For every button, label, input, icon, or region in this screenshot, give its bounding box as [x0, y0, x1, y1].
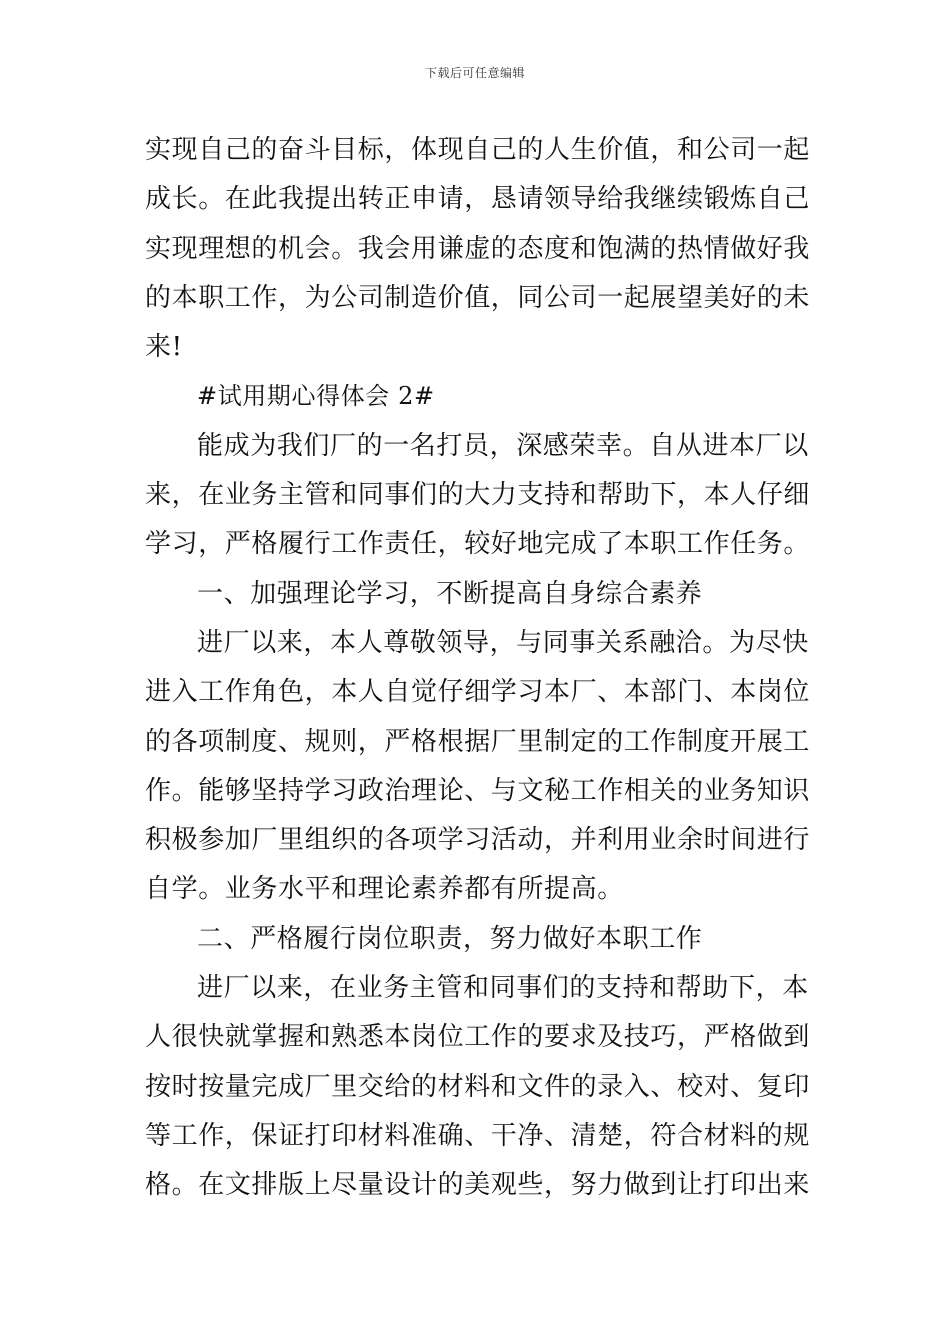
body-line: 的本职工作，为公司制造价值，同公司一起展望美好的未	[145, 282, 811, 313]
body-line: 格。在文排版上尽量设计的美观些，努力做到让打印出来	[145, 1170, 811, 1201]
paragraph-start-line: 能成为我们厂的一名打员，深感荣幸。自从进本厂以	[197, 430, 809, 461]
body-line: 的各项制度、规则，严格根据厂里制定的工作制度开展工	[145, 726, 811, 757]
body-line: 自学。业务水平和理论素养都有所提高。	[145, 874, 624, 905]
subsection-heading: 一、加强理论学习，不断提高自身综合素养	[197, 578, 703, 609]
page-header-note: 下载后可任意编辑	[424, 66, 525, 80]
document-body	[145, 126, 811, 1211]
body-line: 实现理想的机会。我会用谦虚的态度和饱满的热情做好我	[145, 233, 811, 264]
body-line: 来!	[145, 332, 183, 363]
body-line: 人很快就掌握和熟悉本岗位工作的要求及技巧，严格做到	[145, 1022, 811, 1053]
paragraph-start-line: 进厂以来，本人尊敬领导，与同事关系融洽。为尽快	[197, 627, 809, 658]
paragraph-start-line: 进厂以来，在业务主管和同事们的支持和帮助下，本	[197, 973, 809, 1004]
body-line: 成长。在此我提出转正申请，恳请领导给我继续锻炼自己	[145, 184, 811, 215]
body-line: 学习，严格履行工作责任，较好地完成了本职工作任务。	[145, 529, 811, 560]
body-line: 按时按量完成厂里交给的材料和文件的录入、校对、复印	[145, 1071, 811, 1102]
body-line: 积极参加厂里组织的各项学习活动，并利用业余时间进行	[145, 825, 811, 856]
body-line: 进入工作角色，本人自觉仔细学习本厂、本部门、本岗位	[145, 677, 811, 708]
section-heading: #试用期心得体会 2#	[197, 382, 435, 411]
body-line: 来，在业务主管和同事们的大力支持和帮助下，本人仔细	[145, 480, 811, 511]
body-line: 实现自己的奋斗目标，体现自己的人生价值，和公司一起	[145, 135, 811, 165]
body-line: 作。能够坚持学习政治理论、与文秘工作相关的业务知识	[145, 775, 811, 806]
body-line: 等工作，保证打印材料准确、干净、清楚，符合材料的规	[145, 1120, 811, 1151]
subsection-heading: 二、严格履行岗位职责，努力做好本职工作	[197, 923, 703, 954]
